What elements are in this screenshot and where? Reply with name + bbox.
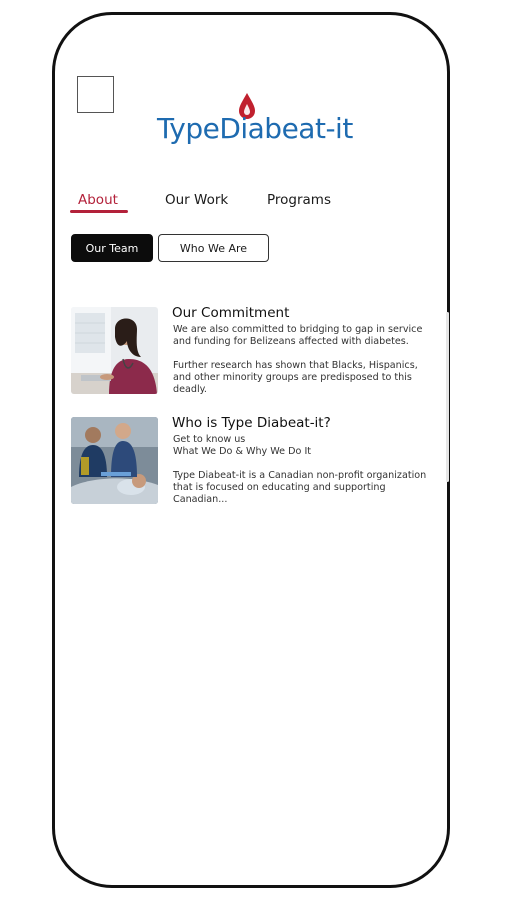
menu-button[interactable] bbox=[77, 76, 114, 113]
who-is-subtitle-1: Get to know us bbox=[173, 434, 246, 445]
who-is-title: Who is Type Diabeat-it? bbox=[172, 415, 331, 431]
nav-tab-about[interactable]: About bbox=[78, 192, 118, 208]
commitment-card[interactable] bbox=[71, 307, 441, 397]
commitment-text-2: Further research has shown that Blacks, Hispanics, and other minority groups are predisposed to this deadly. bbox=[173, 360, 418, 395]
our-team-button[interactable]: Our Team bbox=[71, 234, 153, 262]
who-is-card[interactable] bbox=[71, 417, 441, 507]
who-we-are-button[interactable]: Who We Are bbox=[158, 234, 269, 262]
logo-type: Type bbox=[157, 112, 220, 145]
commitment-text-1: We are also committed to bridging to gap in service and funding for Belizeans affected with diabetes. bbox=[173, 324, 423, 347]
who-is-text: Type Diabeat-it is a Canadian non-profit organization that is focused on educating and supporting Canadian... bbox=[173, 470, 427, 505]
active-tab-underline bbox=[70, 210, 128, 213]
logo-diabeat: Diabeat bbox=[219, 112, 326, 145]
nurse-photo bbox=[71, 307, 158, 394]
paramedics-photo bbox=[71, 417, 158, 504]
nav-tab-programs[interactable]: Programs bbox=[267, 192, 331, 208]
commitment-title: Our Commitment bbox=[172, 305, 290, 321]
logo-it: -it bbox=[325, 112, 353, 145]
scrollbar[interactable] bbox=[446, 312, 449, 482]
nav-tab-our-work[interactable]: Our Work bbox=[165, 192, 229, 208]
who-is-subtitle-2: What We Do & Why We Do It bbox=[173, 446, 312, 457]
top-nav bbox=[0, 192, 507, 220]
brand-logo bbox=[157, 112, 353, 145]
